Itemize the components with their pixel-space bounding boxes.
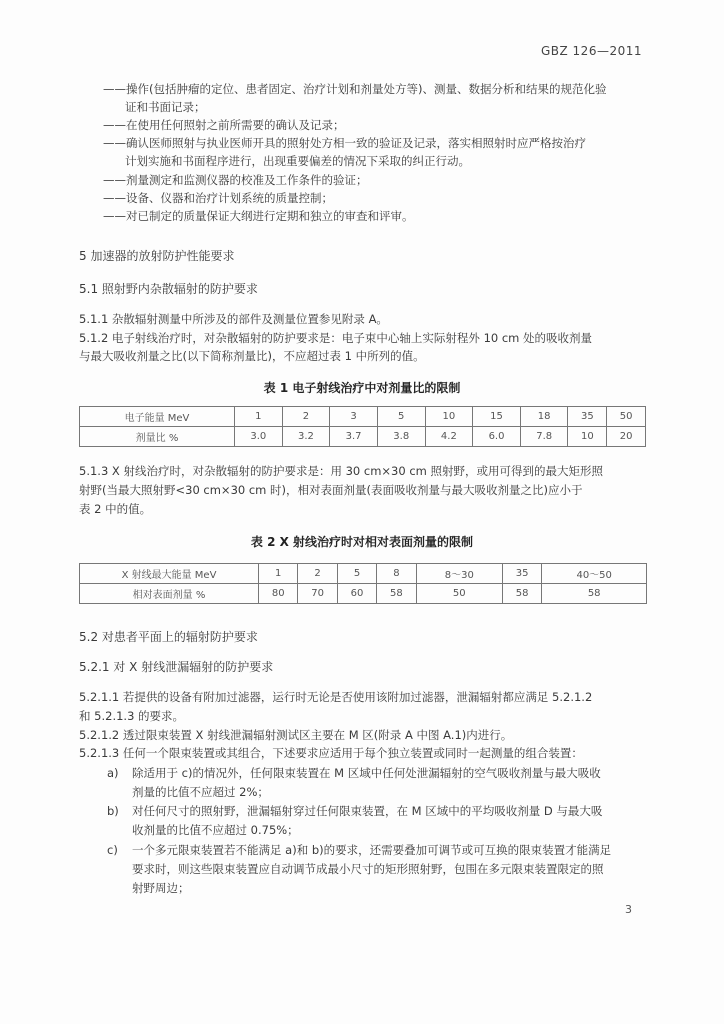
table-cell: 1 — [259, 564, 298, 584]
dash-list-item-cont: 计划实施和书面程序进行，出现重要偏差的情况下采取的纠正行动。 — [125, 154, 470, 168]
table-cell: 20 — [607, 427, 646, 447]
standard-number: GBZ 126—2011 — [540, 44, 642, 58]
table-row — [80, 564, 647, 584]
item-label: c) — [107, 843, 118, 857]
table-cell: 58 — [502, 584, 541, 604]
clause-5-1-2-line: 5.1.2 电子射线治疗时，对杂散辐射的防护要求是：电子束中心轴上实际射程外 10 cm 处的吸收剂量 — [79, 331, 593, 345]
table-row — [80, 427, 646, 447]
table-cell: 15 — [473, 407, 521, 427]
clause-5-2-1-1-line: 和 5.2.1.3 的要求。 — [79, 709, 185, 723]
page-number: 3 — [625, 903, 632, 916]
table-cell: 40～50 — [542, 564, 647, 584]
item-line: 对任何尺寸的照射野，泄漏辐射穿过任何限束装置，在 M 区域中的平均吸收剂量 D 与最大吸 — [132, 804, 603, 818]
table-cell: 50 — [607, 407, 646, 427]
table-cell: 50 — [416, 584, 502, 604]
dash-list-item: ——在使用任何照射之前所需要的确认及记录； — [103, 118, 345, 132]
clause-5-2-1-1-line: 5.2.1.1 若提供的设备有附加过滤器，运行时无论是否使用该附加过滤器，泄漏辐射都应满足 5.2.1.2 — [79, 690, 593, 704]
table-cell: 3 — [330, 407, 378, 427]
table-1-caption: 表 1 电子射线治疗中对剂量比的限制 — [263, 381, 461, 395]
item-line: 要求时，则这些限束装置应自动调节成最小尺寸的矩形照射野，包围在多元限束装置限定的照 — [132, 862, 604, 876]
table-2 — [79, 563, 647, 604]
table-cell: 8 — [377, 564, 416, 584]
table-cell: 10 — [568, 427, 607, 447]
table-cell: 60 — [337, 584, 376, 604]
dash-list-item: ——剂量测定和监测仪器的校准及工作条件的验证； — [103, 173, 368, 187]
table-2-caption: 表 2 X 射线治疗时对相对表面剂量的限制 — [250, 535, 474, 549]
item-label: b) — [107, 804, 119, 818]
clause-5-2-1-3: 5.2.1.3 任何一个限束装置或其组合，下述要求应适用于每个独立装置或同时一起测量的组合装置： — [79, 746, 583, 760]
clause-5-1-3-line: 表 2 中的值。 — [79, 502, 152, 516]
item-line: 剂量的比值不应超过 2%； — [132, 785, 269, 799]
table-cell: 7.8 — [520, 427, 568, 447]
table-cell: 70 — [298, 584, 337, 604]
section-5-1-heading: 5.1 照射野内杂散辐射的防护要求 — [79, 282, 258, 296]
table-cell: 35 — [568, 407, 607, 427]
item-line: 射野周边； — [132, 881, 190, 895]
table-cell: 18 — [520, 407, 568, 427]
table-cell: 3.0 — [235, 427, 283, 447]
table-1-row-label: 剂量比 % — [80, 427, 235, 447]
table-1 — [79, 406, 646, 447]
table-cell: 5 — [377, 407, 425, 427]
dash-list-item: ——确认医师照射与执业医师开具的照射处方相一致的验证及记录，落实相照射时应严格按治疗 — [103, 136, 586, 150]
table-2-row-label: X 射线最大能量 MeV — [80, 564, 259, 584]
table-2-row-label: 相对表面剂量 % — [80, 584, 259, 604]
dash-list-item: ——操作(包括肿瘤的定位、患者固定、治疗计划和剂量处方等)、测量、数据分析和结果的规范化验 — [103, 82, 607, 96]
table-cell: 3.8 — [377, 427, 425, 447]
section-5-2-heading: 5.2 对患者平面上的辐射防护要求 — [79, 630, 258, 644]
table-cell: 10 — [425, 407, 473, 427]
clause-5-1-1: 5.1.1 杂散辐射测量中所涉及的部件及测量位置参见附录 A。 — [79, 312, 388, 326]
table-cell: 5 — [337, 564, 376, 584]
table-cell: 3.2 — [282, 427, 330, 447]
dash-list-item-cont: 证和书面记录； — [125, 100, 206, 114]
clause-5-1-3-line: 5.1.3 X 射线治疗时，对杂散辐射的防护要求是：用 30 cm×30 cm 照射野，或用可得到的最大矩形照 — [79, 464, 604, 478]
table-1-row-label: 电子能量 MeV — [80, 407, 235, 427]
table-cell: 6.0 — [473, 427, 521, 447]
table-cell: 8～30 — [416, 564, 502, 584]
table-cell: 2 — [298, 564, 337, 584]
table-cell: 80 — [259, 584, 298, 604]
item-line: 一个多元限束装置若不能满足 a)和 b)的要求，还需要叠加可调节或可互换的限束装置才能满足 — [132, 843, 612, 857]
table-row — [80, 584, 647, 604]
table-cell: 3.7 — [330, 427, 378, 447]
clause-5-1-2-line: 与最大吸收剂量之比(以下简称剂量比)，不应超过表 1 中所列的值。 — [79, 349, 425, 363]
table-cell: 35 — [502, 564, 541, 584]
section-5-2-1-heading: 5.2.1 对 X 射线泄漏辐射的防护要求 — [79, 660, 274, 674]
item-line: 收剂量的比值不应超过 0.75%； — [132, 823, 299, 837]
item-line: 除适用于 c)的情况外，任何限束装置在 M 区域中任何处泄漏辐射的空气吸收剂量与最大吸收 — [132, 766, 601, 780]
table-cell: 1 — [235, 407, 283, 427]
clause-5-1-3-line: 射野(当最大照射野<30 cm×30 cm 时)，相对表面剂量(表面吸收剂量与最大吸收剂量之比)应小于 — [79, 483, 583, 497]
item-label: a) — [107, 766, 119, 780]
dash-list-item: ——对已制定的质量保证大纲进行定期和独立的审查和评审。 — [103, 209, 414, 223]
table-row — [80, 407, 646, 427]
table-cell: 58 — [542, 584, 647, 604]
table-cell: 2 — [282, 407, 330, 427]
section-5-heading: 5 加速器的放射防护性能要求 — [79, 249, 235, 263]
table-cell: 4.2 — [425, 427, 473, 447]
dash-list-item: ——设备、仪器和治疗计划系统的质量控制； — [103, 191, 333, 205]
clause-5-2-1-2: 5.2.1.2 透过限束装置 X 射线泄漏辐射测试区主要在 M 区(附录 A 中图 A.1)内进行。 — [79, 728, 513, 742]
table-cell: 58 — [377, 584, 416, 604]
